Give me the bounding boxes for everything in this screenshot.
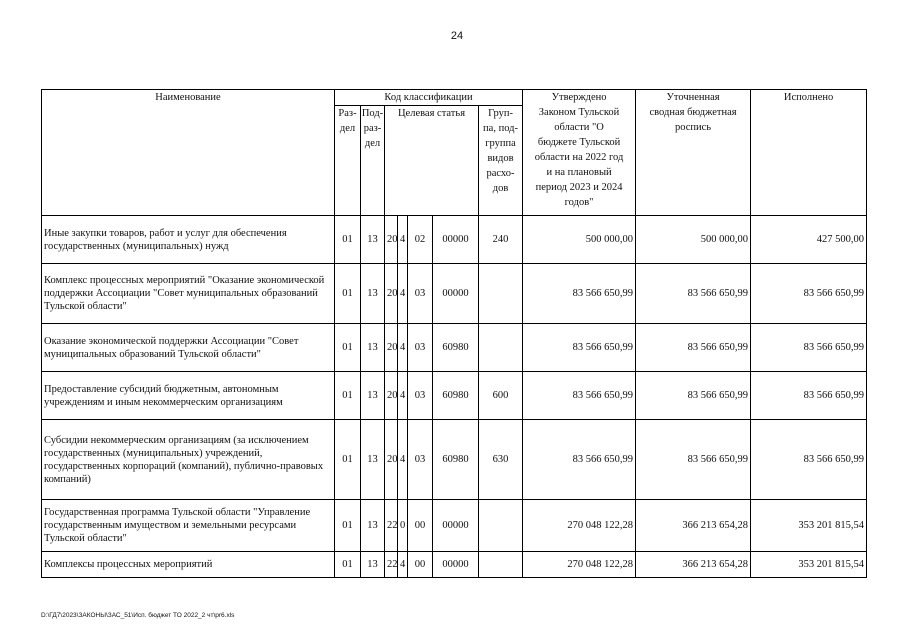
row-target-part1: 20	[385, 372, 398, 420]
row-name: Субсидии некоммерческим организациям (за исключением государственных (муниципальных) учреждений, государственных корпораций (компаний), публично-правовых компаний)	[42, 420, 335, 500]
row-podrazdel: 13	[361, 420, 385, 500]
row-approved: 270 048 122,28	[523, 500, 636, 552]
row-target-part4: 00000	[433, 264, 479, 324]
row-target-part2: 4	[398, 420, 408, 500]
row-target-part1: 20	[385, 324, 398, 372]
header-classification-code: Код классификации	[335, 90, 523, 106]
row-target-part2: 4	[398, 264, 408, 324]
row-target-part3: 03	[408, 264, 433, 324]
row-approved: 500 000,00	[523, 216, 636, 264]
file-path-footer: D:\ГД7\2023\ЗАКОНЫ\ЗАС_51\Исп. бюджет ТО 2022_2 чт\pr6.xls	[41, 612, 235, 619]
row-approved: 270 048 122,28	[523, 552, 636, 578]
row-target-part3: 03	[408, 324, 433, 372]
table-row	[42, 500, 867, 552]
row-expense-group	[479, 500, 523, 552]
row-razdel: 01	[335, 420, 361, 500]
row-approved: 83 566 650,99	[523, 420, 636, 500]
table-row	[42, 420, 867, 500]
row-name: Комплексы процессных мероприятий	[42, 552, 335, 578]
table-row	[42, 264, 867, 324]
header-subsection: Под- раз- дел	[361, 106, 385, 216]
row-razdel: 01	[335, 372, 361, 420]
row-name: Комплекс процессных мероприятий "Оказание экономической поддержки Ассоциации "Совет муниципальных образований Тульской области"	[42, 264, 335, 324]
row-refined: 83 566 650,99	[636, 264, 751, 324]
row-target-part4: 60980	[433, 324, 479, 372]
row-executed: 83 566 650,99	[751, 324, 867, 372]
row-expense-group	[479, 264, 523, 324]
row-refined: 83 566 650,99	[636, 324, 751, 372]
row-approved: 83 566 650,99	[523, 264, 636, 324]
row-target-part4: 00000	[433, 500, 479, 552]
row-refined: 366 213 654,28	[636, 552, 751, 578]
row-razdel: 01	[335, 552, 361, 578]
header-approved: Утверждено Законом Тульской области "О бюджете Тульской области на 2022 год и на плановый период 2023 и 2024 годов"	[523, 90, 636, 216]
row-podrazdel: 13	[361, 216, 385, 264]
header-refined: Уточненная сводная бюджетная роспись	[636, 90, 751, 216]
table-row	[42, 216, 867, 264]
row-razdel: 01	[335, 500, 361, 552]
row-target-part2: 4	[398, 216, 408, 264]
header-name: Наименование	[42, 90, 335, 216]
row-target-part3: 02	[408, 216, 433, 264]
row-refined: 83 566 650,99	[636, 372, 751, 420]
header-section: Раз- дел	[335, 106, 361, 216]
row-executed: 427 500,00	[751, 216, 867, 264]
row-target-part4: 60980	[433, 372, 479, 420]
row-expense-group: 600	[479, 372, 523, 420]
row-podrazdel: 13	[361, 552, 385, 578]
row-expense-group: 630	[479, 420, 523, 500]
table-row	[42, 372, 867, 420]
row-name: Оказание экономической поддержки Ассоциации "Совет муниципальных образований Тульской области"	[42, 324, 335, 372]
row-executed: 353 201 815,54	[751, 500, 867, 552]
row-podrazdel: 13	[361, 264, 385, 324]
row-razdel: 01	[335, 324, 361, 372]
row-approved: 83 566 650,99	[523, 324, 636, 372]
row-expense-group: 240	[479, 216, 523, 264]
table-row	[42, 552, 867, 578]
row-target-part2: 4	[398, 372, 408, 420]
row-name: Предоставление субсидий бюджетным, автономным учреждениям и иным некоммерческим организациям	[42, 372, 335, 420]
row-target-part1: 20	[385, 264, 398, 324]
row-target-part1: 20	[385, 216, 398, 264]
row-executed: 83 566 650,99	[751, 372, 867, 420]
row-podrazdel: 13	[361, 500, 385, 552]
row-executed: 83 566 650,99	[751, 264, 867, 324]
header-target-article: Целевая статья	[385, 106, 479, 216]
row-target-part2: 4	[398, 552, 408, 578]
table-row	[42, 324, 867, 372]
header-executed: Исполнено	[751, 90, 867, 216]
row-target-part4: 60980	[433, 420, 479, 500]
row-target-part3: 03	[408, 420, 433, 500]
row-target-part2: 0	[398, 500, 408, 552]
row-name: Иные закупки товаров, работ и услуг для обеспечения государственных (муниципальных) нужд	[42, 216, 335, 264]
row-executed: 83 566 650,99	[751, 420, 867, 500]
row-approved: 83 566 650,99	[523, 372, 636, 420]
header-row	[42, 90, 867, 106]
row-executed: 353 201 815,54	[751, 552, 867, 578]
header-expense-group: Груп- па, под- группа видов расхо- дов	[479, 106, 523, 216]
row-target-part1: 22	[385, 552, 398, 578]
row-target-part3: 00	[408, 500, 433, 552]
row-expense-group	[479, 552, 523, 578]
budget-table	[41, 89, 867, 578]
row-target-part3: 03	[408, 372, 433, 420]
row-expense-group	[479, 324, 523, 372]
row-target-part1: 20	[385, 420, 398, 500]
row-refined: 366 213 654,28	[636, 500, 751, 552]
row-target-part1: 22	[385, 500, 398, 552]
row-podrazdel: 13	[361, 372, 385, 420]
row-refined: 83 566 650,99	[636, 420, 751, 500]
row-target-part4: 00000	[433, 552, 479, 578]
page-number: 24	[450, 30, 464, 42]
row-razdel: 01	[335, 264, 361, 324]
row-podrazdel: 13	[361, 324, 385, 372]
row-refined: 500 000,00	[636, 216, 751, 264]
row-target-part3: 00	[408, 552, 433, 578]
row-razdel: 01	[335, 216, 361, 264]
row-target-part2: 4	[398, 324, 408, 372]
row-name: Государственная программа Тульской области "Управление государственным имуществом и земельными ресурсами Тульской области"	[42, 500, 335, 552]
row-target-part4: 00000	[433, 216, 479, 264]
